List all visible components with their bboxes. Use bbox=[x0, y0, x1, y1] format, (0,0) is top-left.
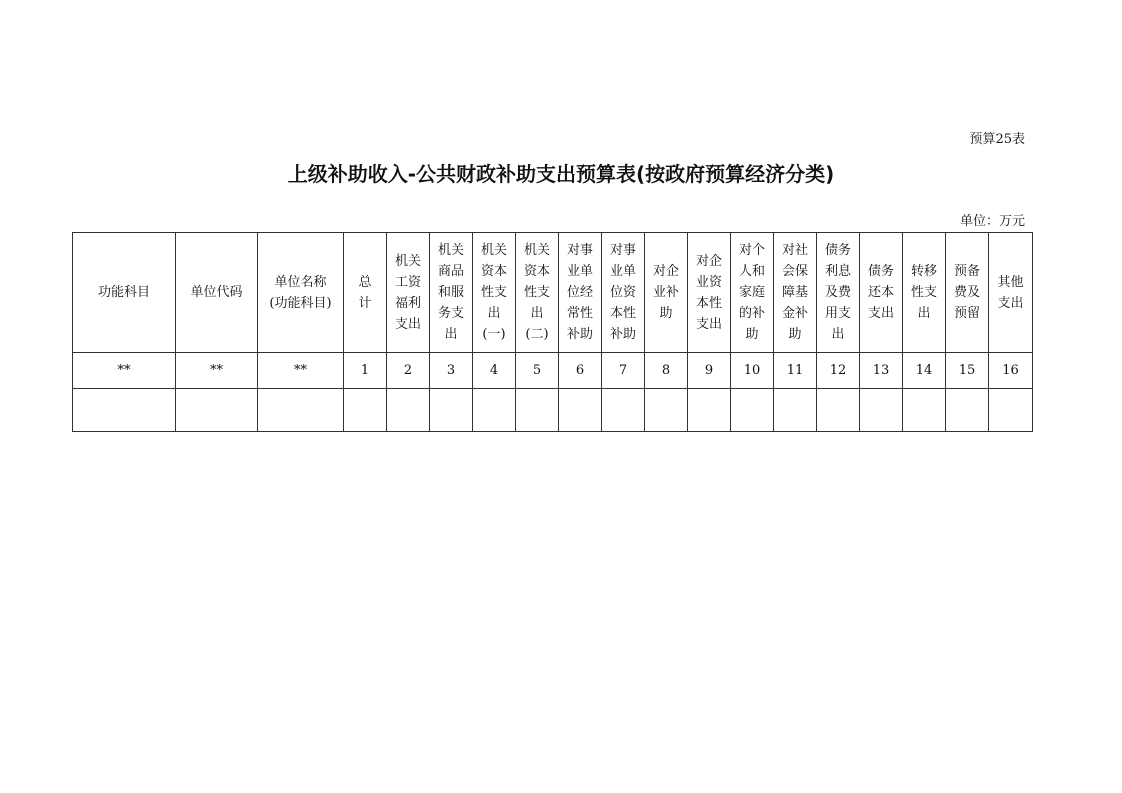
empty-cell bbox=[258, 389, 344, 432]
empty-cell bbox=[176, 389, 258, 432]
header-cell: 债务 利息 及费 用支 出 bbox=[817, 233, 860, 353]
number-cell: 1 bbox=[344, 353, 387, 389]
header-cell: 转移 性支 出 bbox=[903, 233, 946, 353]
unit-label: 单位：万元 bbox=[959, 214, 1025, 229]
number-cell: 10 bbox=[731, 353, 774, 389]
header-cell: 单位代码 bbox=[176, 233, 258, 353]
empty-cell bbox=[73, 389, 176, 432]
number-cell: 13 bbox=[860, 353, 903, 389]
number-cell: 12 bbox=[817, 353, 860, 389]
budget-table bbox=[72, 232, 1033, 432]
empty-cell bbox=[602, 389, 645, 432]
number-cell: ** bbox=[258, 353, 344, 389]
number-cell: ** bbox=[176, 353, 258, 389]
page-title: 上级补助收入-公共财政补助支出预算表(按政府预算经济分类) bbox=[287, 162, 835, 186]
header-cell: 机关 商品 和服 务支 出 bbox=[430, 233, 473, 353]
column-number-row bbox=[73, 353, 1033, 389]
empty-cell bbox=[989, 389, 1033, 432]
empty-cell bbox=[860, 389, 903, 432]
empty-cell bbox=[731, 389, 774, 432]
header-cell: 对个 人和 家庭 的补 助 bbox=[731, 233, 774, 353]
number-cell: 4 bbox=[473, 353, 516, 389]
number-cell: 3 bbox=[430, 353, 473, 389]
header-cell: 对事 业单 位经 常性 补助 bbox=[559, 233, 602, 353]
header-cell: 机关 资本 性支 出 (一) bbox=[473, 233, 516, 353]
empty-cell bbox=[774, 389, 817, 432]
header-cell: 预备 费及 预留 bbox=[946, 233, 989, 353]
header-cell: 对事 业单 位资 本性 补助 bbox=[602, 233, 645, 353]
header-cell: 债务 还本 支出 bbox=[860, 233, 903, 353]
empty-cell bbox=[516, 389, 559, 432]
header-cell: 总 计 bbox=[344, 233, 387, 353]
empty-cell bbox=[946, 389, 989, 432]
header-cell: 对社 会保 障基 金补 助 bbox=[774, 233, 817, 353]
number-cell: 14 bbox=[903, 353, 946, 389]
number-cell: 2 bbox=[387, 353, 430, 389]
header-cell: 功能科目 bbox=[73, 233, 176, 353]
empty-cell bbox=[559, 389, 602, 432]
number-cell: 15 bbox=[946, 353, 989, 389]
number-cell: 5 bbox=[516, 353, 559, 389]
empty-cell bbox=[387, 389, 430, 432]
header-cell: 机关 资本 性支 出 (二) bbox=[516, 233, 559, 353]
empty-cell bbox=[344, 389, 387, 432]
table-number: 预算25表 bbox=[969, 132, 1025, 147]
number-cell: ** bbox=[73, 353, 176, 389]
empty-cell bbox=[645, 389, 688, 432]
header-cell: 机关 工资 福利 支出 bbox=[387, 233, 430, 353]
empty-cell bbox=[473, 389, 516, 432]
number-cell: 11 bbox=[774, 353, 817, 389]
header-row bbox=[73, 233, 1033, 353]
number-cell: 8 bbox=[645, 353, 688, 389]
number-cell: 6 bbox=[559, 353, 602, 389]
header-cell: 其他 支出 bbox=[989, 233, 1033, 353]
empty-cell bbox=[903, 389, 946, 432]
empty-cell bbox=[430, 389, 473, 432]
empty-data-row bbox=[73, 389, 1033, 432]
number-cell: 16 bbox=[989, 353, 1033, 389]
number-cell: 9 bbox=[688, 353, 731, 389]
number-cell: 7 bbox=[602, 353, 645, 389]
empty-cell bbox=[817, 389, 860, 432]
header-cell: 对企 业资 本性 支出 bbox=[688, 233, 731, 353]
empty-cell bbox=[688, 389, 731, 432]
header-cell: 单位名称 (功能科目) bbox=[258, 233, 344, 353]
header-cell: 对企 业补 助 bbox=[645, 233, 688, 353]
